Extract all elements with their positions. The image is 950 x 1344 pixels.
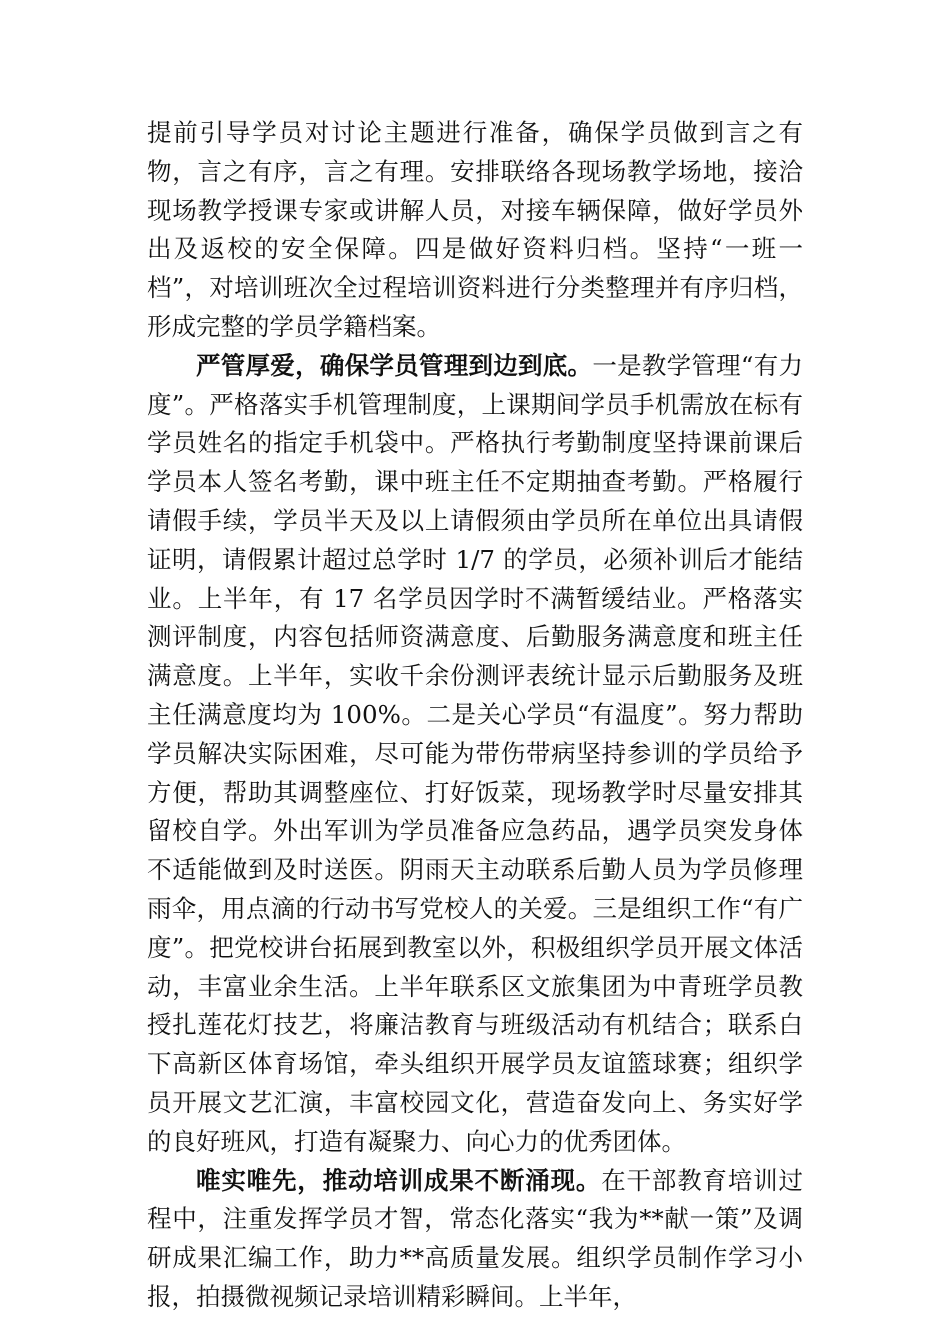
paragraph-body: 一是教学管理“有力度”。严格落实手机管理制度，上课期间学员手机需放在标有学员姓名的指定手机袋中。严格执行考勤制度坚持课前课后学员本人签名考勤，课中班主任不定期抽查考勤。严格履行请假手续，学员半天及以上请假须由学员所在单位出具请假证明，请假累计超过总学时 1/7 的学员，必须补训后才能结业。上半年，有 17 名学员因学时不满暂缓结业。严格落实测评制度，内容包括师资满意度、后勤服务满意度和班主任满意度。上半年，实收千余份测评表统计显示后勤服务及班主任满意度均为 100%。二是关心学员“有温度”。努力帮助学员解决实际困难，尽可能为带伤带病坚持参训的学员给予方便，帮助其调整座位、打好饭菜，现场教学时尽量安排其留校自学。外出军训为学员准备应急药品，遇学员突发身体不适能做到及时送医。阴雨天主动联系后勤人员为学员修理雨伞，用点滴的行动书写党校人的关爱。三是组织工作“有广度”。把党校讲台拓展到教室以外，积极组织学员开展文体活动，丰富业余生活。上半年联系区文旅集团为中青班学员教授扎莲花灯技艺，将廉洁教育与班级活动有机结合；联系白下高新区体育场馆，牵头组织开展学员友谊篮球赛；组织学员开展文艺汇演，丰富校园文化，营造奋发向上、务实好学的良好班风，打造有凝聚力、向心力的优秀团体。 — [147, 350, 803, 1156]
paragraph-body: 在干部教育培训过程中，注重发挥学员才智，常态化落实“我为**献一策”及调研成果汇编工作，助力**高质量发展。组织学员制作学习小报，拍摄微视频记录培训精彩瞬间。上半年， — [147, 1165, 804, 1311]
paragraph-student-management — [147, 347, 803, 1162]
paragraph-continuation — [147, 114, 803, 347]
document-page — [147, 114, 803, 1317]
paragraph-training-results — [147, 1162, 803, 1317]
paragraph-lead: 严管厚爱，确保学员管理到边到底。 — [196, 350, 593, 380]
paragraph-body: 提前引导学员对讨论主题进行准备，确保学员做到言之有物，言之有序，言之有理。安排联络各现场教学场地，接洽现场教学授课专家或讲解人员，对接车辆保障，做好学员外出及返校的安全保障。四是做好资料归档。坚持“一班一档”，对培训班次全过程培训资料进行分类整理并有序归档，形成完整的学员学籍档案。 — [147, 118, 803, 341]
paragraph-lead: 唯实唯先，推动培训成果不断涌现。 — [196, 1165, 602, 1195]
